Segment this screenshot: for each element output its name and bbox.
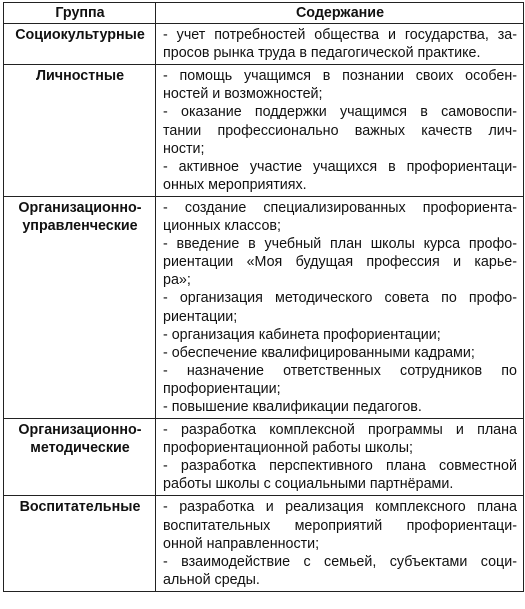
- content-line: - создание специализированных профориента-: [163, 199, 517, 216]
- content-line: ционных классов;: [163, 218, 281, 235]
- group-cell: [4, 419, 156, 496]
- content-line: - назначение ответственных сотрудников по: [163, 362, 517, 379]
- group-name-line: управленческие: [22, 218, 138, 235]
- group-cell: [4, 24, 156, 65]
- group-cell: [4, 65, 156, 197]
- content-line: - организация кабинета профориентации;: [163, 326, 441, 343]
- content-line: риентации «Моя будущая профессия и карье-: [163, 254, 517, 271]
- header-content: Содержание: [156, 3, 524, 24]
- content-line: - обеспечение квалифицированными кадрами;: [163, 344, 475, 361]
- content-line: - активное участие учащихся в профориентаци-: [163, 158, 517, 175]
- content-line: - повышение квалификации педагогов.: [163, 398, 422, 415]
- group-cell: [4, 496, 156, 591]
- profile-orientation-table: [3, 2, 524, 592]
- content-line: риентации;: [163, 308, 238, 325]
- content-line: профориентационной работы школы;: [163, 440, 413, 457]
- header-row: [4, 3, 524, 24]
- content-line: ностей и возможностей;: [163, 86, 323, 103]
- table-body: [4, 24, 524, 592]
- content-line: онных мероприятиях.: [163, 176, 307, 193]
- content-line: работы школы с социальными партнёрами.: [163, 476, 454, 493]
- content-line: воспитательных мероприятий профориентаци-: [163, 517, 517, 534]
- group-cell: [4, 196, 156, 418]
- content-line: - разработка перспективного плана совместной: [163, 458, 517, 475]
- content-cell: [156, 65, 524, 197]
- group-name-line: Воспитательные: [19, 499, 141, 516]
- content-line: - оказание поддержки учащимся в самовоспи-: [163, 104, 517, 121]
- table-row: [4, 65, 524, 197]
- content-line: - организация методического совета по профо-: [163, 290, 517, 307]
- group-name-line: Личностные: [35, 68, 125, 85]
- table-row: [4, 496, 524, 591]
- content-line: - учет потребностей общества и государства, за-: [163, 27, 517, 44]
- content-line: - помощь учащимся в познании своих особен-: [163, 68, 517, 85]
- content-line: профориентации;: [163, 380, 281, 397]
- group-name-line: Организационно-: [18, 199, 142, 216]
- group-name-line: методические: [30, 440, 130, 457]
- table-row: [4, 419, 524, 496]
- content-line: - введение в учебный план школы курса профо-: [163, 236, 517, 253]
- content-cell: [156, 496, 524, 591]
- content-line: - разработка комплексной программы и плана: [163, 422, 517, 439]
- content-line: альной среды.: [163, 571, 260, 588]
- content-line: ности;: [163, 140, 205, 157]
- content-line: онной направленности;: [163, 535, 320, 552]
- content-line: - разработка и реализация комплексного плана: [163, 499, 517, 516]
- table-row: [4, 196, 524, 418]
- header-group: Группа: [4, 3, 156, 24]
- content-line: - взаимодействие с семьей, субъектами соци-: [163, 553, 517, 570]
- content-line: ра»;: [163, 272, 191, 289]
- group-name-line: Социокультурные: [15, 27, 145, 44]
- content-cell: [156, 196, 524, 418]
- table-row: [4, 24, 524, 65]
- content-line: просов рынка труда в педагогической практике.: [163, 45, 481, 62]
- content-line: тании профессионально важных качеств лич-: [163, 122, 517, 139]
- group-name-line: Организационно-: [18, 422, 142, 439]
- content-cell: [156, 419, 524, 496]
- content-cell: [156, 24, 524, 65]
